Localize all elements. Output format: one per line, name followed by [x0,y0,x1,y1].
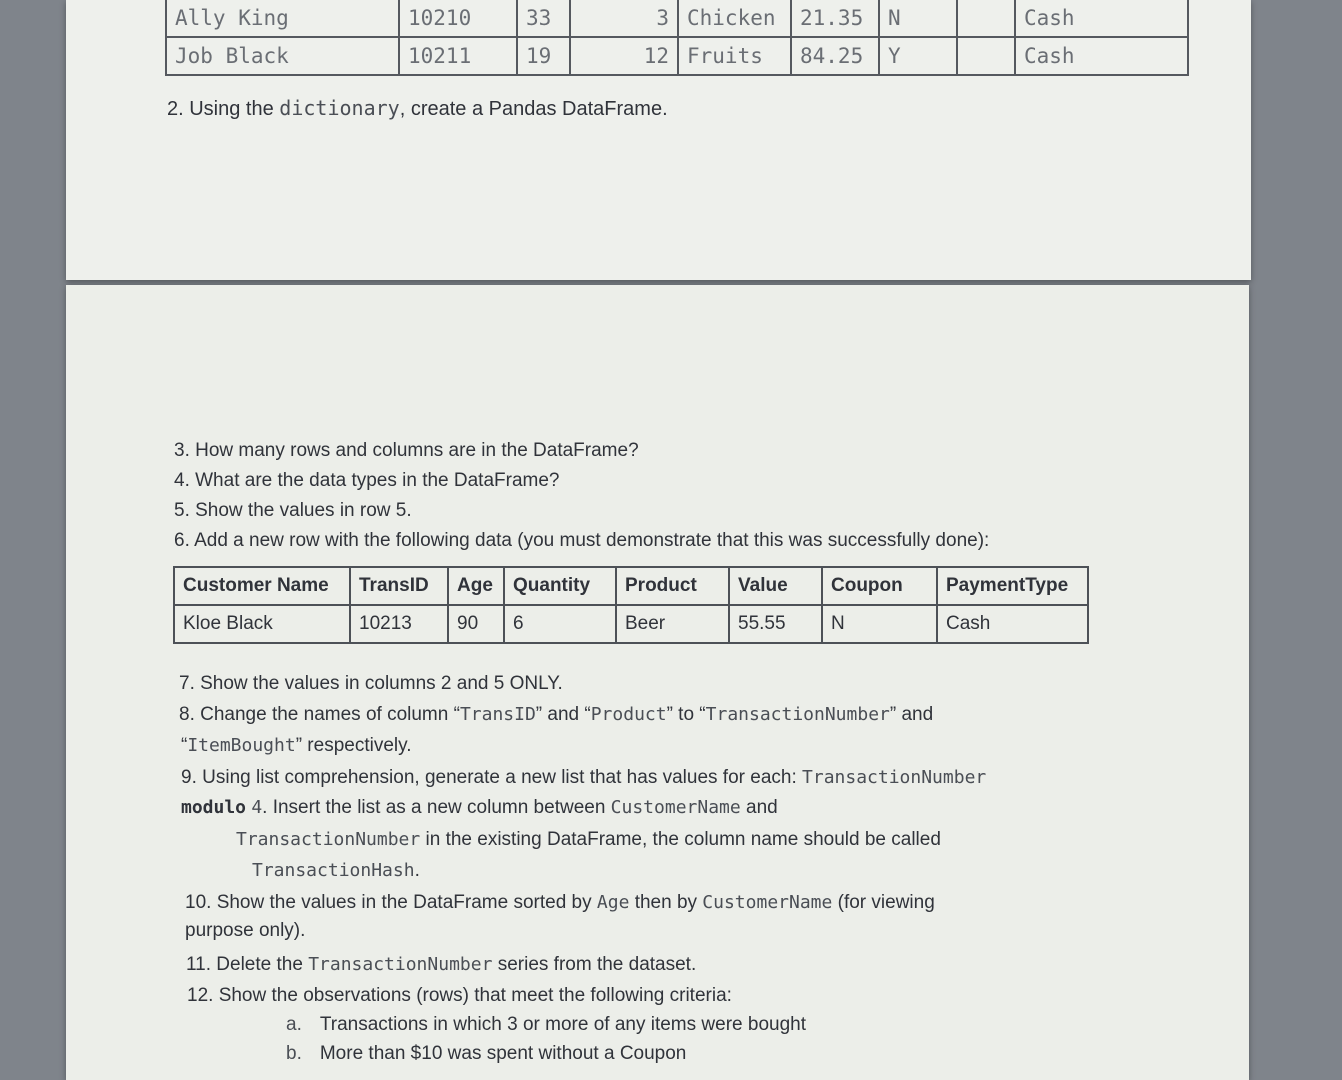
table-cell: 84.25 [791,37,879,75]
table-cell: Kloe Black [174,605,350,643]
q9-text: in the existing DataFrame, the column name should be called [425,829,941,850]
table-cell: 19 [517,37,570,75]
question-9-line-2 [181,797,778,819]
q9-code: CustomerName [610,797,741,818]
question-5: 5. Show the values in row 5. [174,500,412,521]
q8-code: Product [590,704,667,725]
q2-code: dictionary [279,96,400,120]
q8-text: “ [181,735,188,756]
question-10-line-2: purpose only). [185,920,306,941]
sub-item-letter: b. [286,1043,302,1064]
table-cell: N [822,605,937,643]
question-4: 4. What are the data types in the DataFrame? [174,470,560,491]
question-3: 3. How many rows and columns are in the DataFrame? [174,440,639,461]
table-cell [957,37,1015,75]
q11-text: 11. Delete the [186,954,303,975]
question-9-line-3 [236,829,941,851]
q9-text: and [746,797,778,818]
table-cell: 6 [504,605,616,643]
table-cell: 90 [448,605,504,643]
table-cell: 55.55 [729,605,822,643]
question-8-line-2 [181,735,412,757]
table-cell: Job Black [166,37,399,75]
q9-code: modulo [181,797,247,818]
question-2 [167,96,668,121]
column-header: Coupon [822,567,937,605]
table-cell: 33 [517,0,570,37]
table-row [166,0,1188,37]
table-cell: N [879,0,957,37]
question-12: 12. Show the observations (rows) that meet the following criteria: [187,985,732,1006]
table-cell [957,0,1015,37]
q10-text: 10. Show the values in the DataFrame sorted by [185,892,592,913]
table-cell: 3 [570,0,678,37]
question-10-line-1 [185,892,935,914]
table-header-row [174,567,1088,605]
sub-item-text: Transactions in which 3 or more of any items were bought [319,1014,806,1035]
question-8-line-1 [179,704,933,726]
table-cell: 10210 [399,0,517,37]
column-header: TransID [350,567,448,605]
table-cell: Cash [1015,37,1188,75]
q8-text: ” respectively. [295,735,412,756]
table-cell: Cash [1015,0,1188,37]
table-row [174,605,1088,643]
question-12-item-a [286,1014,806,1036]
column-header: Age [448,567,504,605]
q10-text: (for viewing [837,892,935,913]
q2-suffix: , create a Pandas DataFrame. [399,98,668,120]
q10-code: Age [596,892,630,913]
question-7: 7. Show the values in columns 2 and 5 ONLY. [179,673,563,694]
question-9-line-1 [181,767,986,789]
sub-item-text: More than $10 was spent without a Coupon [319,1043,687,1064]
question-12-item-b [286,1043,686,1065]
table-row [166,37,1188,75]
table-cell: 10213 [350,605,448,643]
table-cell: Y [879,37,957,75]
q8-text: ” to “ [666,704,706,725]
q8-text: ” and [889,704,934,725]
q10-text: then by [634,892,698,913]
q8-text: ” and “ [535,704,591,725]
column-header: Product [616,567,729,605]
question-6: 6. Add a new row with the following data (you must demonstrate that this was successfully done): [174,530,990,551]
q8-code: TransactionNumber [705,704,890,725]
q9-code: 4 [251,797,263,818]
question-11 [186,954,696,976]
table-cell: Cash [937,605,1088,643]
q11-code: TransactionNumber [308,954,493,975]
table-cell: 21.35 [791,0,879,37]
top-data-table [165,0,1189,76]
q9-code: TransactionNumber [802,767,987,788]
q2-prefix: 2. Using the [167,98,274,120]
q9-code: TransactionHash [252,860,415,881]
question-9-line-4 [252,860,420,882]
q10-code: CustomerName [702,892,833,913]
column-header: Value [729,567,822,605]
table-cell: 12 [570,37,678,75]
sub-item-letter: a. [286,1014,302,1035]
q11-text: series from the dataset. [497,954,697,975]
q9-text: . [414,860,420,881]
new-row-table [173,566,1089,644]
column-header: Customer Name [174,567,350,605]
table-cell: Chicken [678,0,791,37]
q8-code: TransID [459,704,536,725]
q9-text: . Insert the list as a new column between [262,797,606,818]
table-cell: Fruits [678,37,791,75]
column-header: Quantity [504,567,616,605]
table-cell: Ally King [166,0,399,37]
q8-text: 8. Change the names of column “ [179,704,460,725]
q8-code: ItemBought [187,735,296,756]
table-cell: Beer [616,605,729,643]
column-header: PaymentType [937,567,1088,605]
q9-text: 9. Using list comprehension, generate a new list that has values for each: [181,767,797,788]
table-cell: 10211 [399,37,517,75]
q9-code: TransactionNumber [236,829,421,850]
